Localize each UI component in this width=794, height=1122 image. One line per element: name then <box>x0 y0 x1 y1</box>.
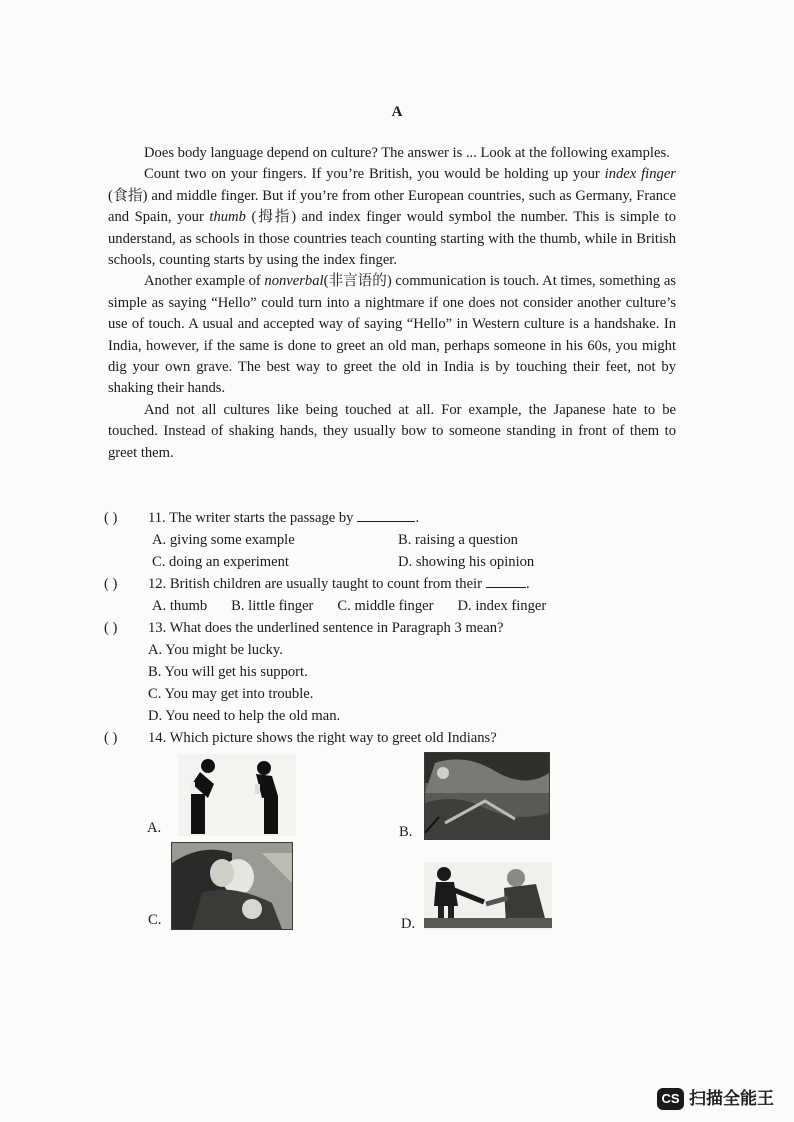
question-14: ( ) 14. Which picture shows the right way to greet old Indians? <box>104 730 497 746</box>
option-13-b: B. You will get his support. <box>148 664 308 680</box>
picture-a-bowing-image <box>178 754 296 836</box>
paragraph-1: Does body language depend on culture? The answer is ... Look at the following examples. <box>144 145 670 161</box>
question-13: ( ) 13. What does the underlined sentence in Paragraph 3 mean? <box>104 620 504 636</box>
option-11-d: D. showing his opinion <box>398 554 535 570</box>
picture-c-label: C. <box>148 912 162 928</box>
picture-d-label: D. <box>401 916 416 932</box>
question-12: ( ) 12. British children are usually taught to count from their . <box>104 573 684 595</box>
picture-c-hugging-image <box>171 842 293 930</box>
paragraph-2: Count two on your fingers. If you’re British, you would be holding up your index finger (食指) and middle finger. But if you’re from other European countries, such as Germany, France and Spain, your thumb (拇指) and index finger would symbol the number. This is simple to understand, as schools in those countries teach counting starting with the thumb, while in British schools, counting starts by using the index finger. <box>108 166 676 269</box>
option-12-b: B. little finger <box>231 598 314 614</box>
paragraph-3: Another example of nonverbal(非言语的) communication is touch. At times, something as simple as saying “Hello” could turn into a nightmare if one does not consider another culture’s use of touch. A usual and accepted way of saying “Hello” in Western culture is a handshake. In India, however, if the same is done to greet an old man, perhaps someone in his 60s, you might dig your own grave. The best way to greet the old in India is by touching their feet, not by shaking their hands. <box>108 273 677 397</box>
paragraph-4: And not all cultures like being touched at all. For example, the Japanese hate to be touched. Instead of shaking hands, they usually bow to someone standing in front of them to greet them. <box>108 401 676 461</box>
question-11-options <box>104 529 684 551</box>
answer-blank <box>357 507 415 522</box>
question-12-options <box>104 595 684 617</box>
picture-b-touching-feet-image <box>424 752 550 840</box>
underlined-sentence: you might dig your own grave <box>108 337 677 376</box>
section-letter: A <box>391 104 403 120</box>
picture-d-handshake-image <box>424 862 552 930</box>
option-12-d: D. index finger <box>457 598 547 614</box>
camscanner-logo: CS <box>657 1088 684 1110</box>
option-11-b: B. raising a question <box>398 532 518 548</box>
option-12-c: C. middle finger <box>337 598 434 614</box>
question-11: ( ) 11. The writer starts the passage by . <box>104 507 684 529</box>
picture-b-label: B. <box>399 824 413 840</box>
question-list <box>104 507 684 749</box>
picture-a-label: A. <box>147 820 162 836</box>
option-13-d: D. You need to help the old man. <box>148 708 341 724</box>
option-13-a: A. You might be lucky. <box>148 642 283 658</box>
answer-blank <box>486 573 526 588</box>
option-11-c: C. doing an experiment <box>152 554 289 570</box>
option-13-c: C. You may get into trouble. <box>148 686 314 702</box>
option-12-a: A. thumb <box>152 598 208 614</box>
app-watermark: 扫描全能王 <box>689 1089 774 1109</box>
option-11-a: A. giving some example <box>152 532 295 548</box>
reading-passage <box>108 143 676 464</box>
